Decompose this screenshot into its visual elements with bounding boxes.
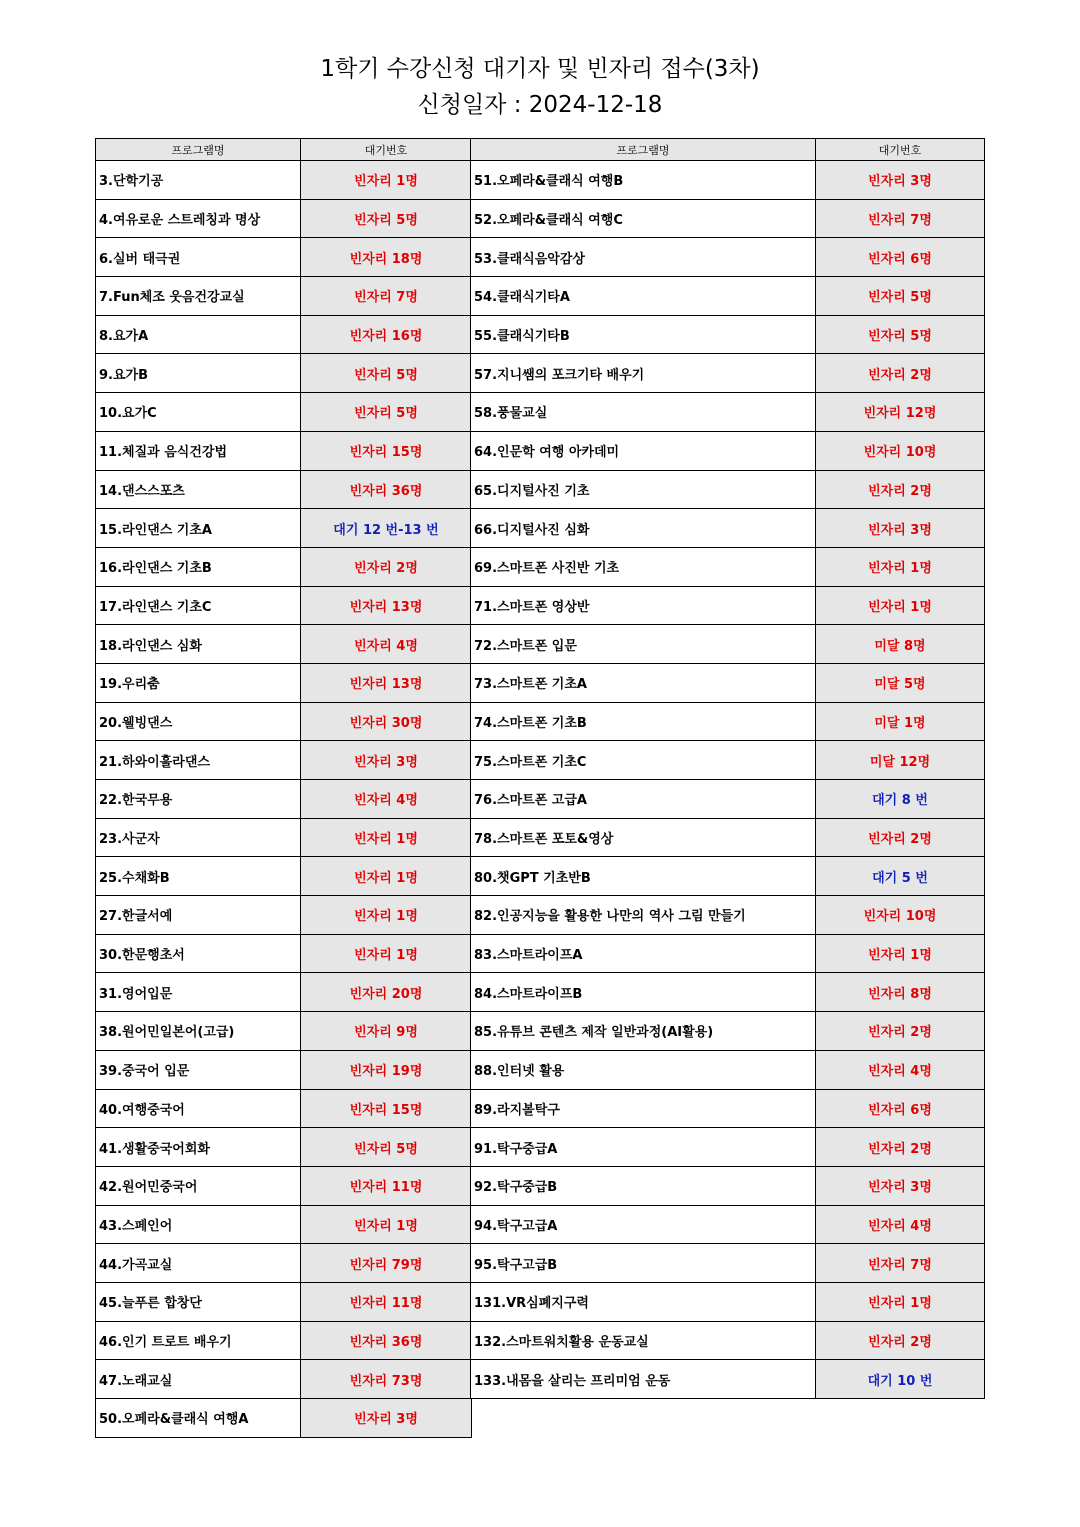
program-name: 132.스마트워치활용 운동교실: [471, 1321, 816, 1360]
vacancy-count: 빈자리 3명: [816, 1166, 985, 1205]
table-row: [471, 857, 985, 896]
vacancy-count: 빈자리 4명: [301, 625, 472, 664]
vacancy-count: 빈자리 11명: [301, 1282, 472, 1321]
table-row: [471, 1360, 985, 1399]
vacancy-count: 빈자리 15명: [301, 1089, 472, 1128]
program-name: 131.VR심폐지구력: [471, 1282, 816, 1321]
vacancy-count: 빈자리 1명: [816, 547, 985, 586]
column-header-number: 대기번호: [301, 139, 472, 161]
table-row: [471, 393, 985, 432]
table-row: [471, 586, 985, 625]
program-name: 78.스마트폰 포토&영상: [471, 818, 816, 857]
table-row: [96, 973, 472, 1012]
program-table-right: [470, 138, 985, 1399]
table-row: [96, 354, 472, 393]
table-row: [471, 1282, 985, 1321]
vacancy-count: 빈자리 7명: [816, 199, 985, 238]
table-row: [471, 509, 985, 548]
program-name: 52.오페라&클래식 여행C: [471, 199, 816, 238]
vacancy-count: 빈자리 10명: [816, 431, 985, 470]
program-name: 44.가곡교실: [96, 1244, 301, 1283]
program-name: 7.Fun체조 웃음건강교실: [96, 277, 301, 316]
table-header-row: [96, 139, 472, 161]
vacancy-count: 빈자리 1명: [301, 857, 472, 896]
program-name: 22.한국무용: [96, 780, 301, 819]
program-name: 64.인문학 여행 아카데미: [471, 431, 816, 470]
vacancy-count: 빈자리 5명: [301, 1128, 472, 1167]
vacancy-count: 빈자리 2명: [816, 1321, 985, 1360]
vacancy-count: 빈자리 13명: [301, 586, 472, 625]
program-name: 14.댄스스포츠: [96, 470, 301, 509]
table-row: [471, 315, 985, 354]
table-row: [96, 702, 472, 741]
table-row: [471, 354, 985, 393]
vacancy-count: 빈자리 9명: [301, 1012, 472, 1051]
program-name: 38.원어민일본어(고급): [96, 1012, 301, 1051]
vacancy-count: 미달 1명: [816, 702, 985, 741]
vacancy-count: 빈자리 2명: [301, 547, 472, 586]
program-name: 83.스마트라이프A: [471, 934, 816, 973]
table-row: [96, 470, 472, 509]
vacancy-count: 빈자리 36명: [301, 470, 472, 509]
program-name: 57.지니쌤의 포크기타 배우기: [471, 354, 816, 393]
vacancy-count: 빈자리 4명: [816, 1205, 985, 1244]
table-row: [471, 1012, 985, 1051]
program-name: 47.노래교실: [96, 1360, 301, 1399]
table-row: [471, 663, 985, 702]
table-row: [471, 702, 985, 741]
table-row: [471, 547, 985, 586]
table-row: [96, 857, 472, 896]
program-name: 84.스마트라이프B: [471, 973, 816, 1012]
program-name: 23.사군자: [96, 818, 301, 857]
table-row: [96, 934, 472, 973]
vacancy-count: 빈자리 73명: [301, 1360, 472, 1399]
vacancy-count: 빈자리 5명: [816, 315, 985, 354]
program-name: 25.수채화B: [96, 857, 301, 896]
program-name: 58.풍물교실: [471, 393, 816, 432]
program-name: 21.하와이훌라댄스: [96, 741, 301, 780]
vacancy-count: 빈자리 3명: [301, 741, 472, 780]
program-name: 94.탁구고급A: [471, 1205, 816, 1244]
program-name: 16.라인댄스 기초B: [96, 547, 301, 586]
column-header-program: 프로그램명: [471, 139, 816, 161]
program-name: 75.스마트폰 기초C: [471, 741, 816, 780]
vacancy-count: 빈자리 5명: [301, 354, 472, 393]
table-row: [96, 1244, 472, 1283]
application-date: 신청일자 : 2024-12-18: [417, 92, 663, 118]
program-name: 54.클래식기타A: [471, 277, 816, 316]
table-row: [96, 625, 472, 664]
table-row: [96, 1205, 472, 1244]
vacancy-count: 빈자리 2명: [816, 470, 985, 509]
program-name: 46.인기 트로트 배우기: [96, 1321, 301, 1360]
table-row: [471, 1321, 985, 1360]
program-name: 27.한글서예: [96, 896, 301, 935]
table-row: [471, 973, 985, 1012]
vacancy-count: 빈자리 20명: [301, 973, 472, 1012]
table-row: [96, 1089, 472, 1128]
program-name: 41.생활중국어회화: [96, 1128, 301, 1167]
page-title: 1학기 수강신청 대기자 및 빈자리 접수(3차): [320, 56, 760, 82]
table-row: [471, 1244, 985, 1283]
program-name: 8.요가A: [96, 315, 301, 354]
vacancy-count: 빈자리 2명: [816, 354, 985, 393]
table-row: [471, 1205, 985, 1244]
vacancy-count: 미달 8명: [816, 625, 985, 664]
table-row: [96, 1050, 472, 1089]
vacancy-count: 빈자리 3명: [301, 1399, 472, 1438]
table-row: [96, 1282, 472, 1321]
table-row: [471, 896, 985, 935]
program-name: 91.탁구중급A: [471, 1128, 816, 1167]
program-name: 69.스마트폰 사진반 기초: [471, 547, 816, 586]
vacancy-count: 빈자리 2명: [816, 818, 985, 857]
vacancy-count: 빈자리 16명: [301, 315, 472, 354]
table-header-row: [471, 139, 985, 161]
table-row: [471, 431, 985, 470]
program-name: 10.요가C: [96, 393, 301, 432]
table-row: [96, 277, 472, 316]
table-row: [96, 431, 472, 470]
table-row: [96, 1012, 472, 1051]
vacancy-count: 빈자리 13명: [301, 663, 472, 702]
table-row: [96, 1128, 472, 1167]
vacancy-count: 빈자리 79명: [301, 1244, 472, 1283]
vacancy-count: 빈자리 1명: [301, 818, 472, 857]
program-name: 92.탁구중급B: [471, 1166, 816, 1205]
table-row: [96, 818, 472, 857]
vacancy-count: 빈자리 1명: [816, 1282, 985, 1321]
vacancy-count: 빈자리 15명: [301, 431, 472, 470]
program-name: 133.내몸을 살리는 프리미엄 운동: [471, 1360, 816, 1399]
program-name: 72.스마트폰 입문: [471, 625, 816, 664]
program-name: 20.웰빙댄스: [96, 702, 301, 741]
program-name: 6.실버 태극권: [96, 238, 301, 277]
table-row: [96, 1399, 472, 1438]
vacancy-count: 빈자리 18명: [301, 238, 472, 277]
table-row: [471, 741, 985, 780]
program-name: 66.디지털사진 심화: [471, 509, 816, 548]
program-name: 31.영어입문: [96, 973, 301, 1012]
program-name: 55.클래식기타B: [471, 315, 816, 354]
table-row: [471, 470, 985, 509]
vacancy-count: 빈자리 11명: [301, 1166, 472, 1205]
vacancy-count: 빈자리 1명: [301, 934, 472, 973]
vacancy-count: 미달 12명: [816, 741, 985, 780]
vacancy-count: 빈자리 1명: [301, 896, 472, 935]
waiting-number: 대기 12 번-13 번: [301, 509, 472, 548]
program-name: 30.한문행초서: [96, 934, 301, 973]
vacancy-count: 빈자리 10명: [816, 896, 985, 935]
vacancy-count: 빈자리 4명: [816, 1050, 985, 1089]
program-name: 45.늘푸른 합창단: [96, 1282, 301, 1321]
vacancy-count: 빈자리 2명: [816, 1012, 985, 1051]
program-name: 53.클래식음악감상: [471, 238, 816, 277]
table-row: [471, 1166, 985, 1205]
program-name: 51.오페라&클래식 여행B: [471, 161, 816, 200]
table-row: [96, 393, 472, 432]
table-row: [96, 586, 472, 625]
table-row: [96, 780, 472, 819]
table-row: [471, 1050, 985, 1089]
vacancy-count: 빈자리 7명: [301, 277, 472, 316]
vacancy-count: 빈자리 5명: [816, 277, 985, 316]
program-name: 9.요가B: [96, 354, 301, 393]
program-name: 95.탁구고급B: [471, 1244, 816, 1283]
vacancy-count: 빈자리 1명: [301, 161, 472, 200]
table-row: [471, 199, 985, 238]
vacancy-count: 빈자리 36명: [301, 1321, 472, 1360]
vacancy-count: 빈자리 8명: [816, 973, 985, 1012]
table-row: [96, 509, 472, 548]
program-name: 50.오페라&클래식 여행A: [96, 1399, 301, 1438]
vacancy-count: 미달 5명: [816, 663, 985, 702]
table-row: [471, 1089, 985, 1128]
program-name: 17.라인댄스 기초C: [96, 586, 301, 625]
program-name: 85.유튜브 콘텐츠 제작 일반과정(AI활용): [471, 1012, 816, 1051]
table-row: [96, 1166, 472, 1205]
table-row: [96, 315, 472, 354]
vacancy-count: 빈자리 6명: [816, 1089, 985, 1128]
table-row: [471, 161, 985, 200]
table-row: [471, 780, 985, 819]
program-name: 42.원어민중국어: [96, 1166, 301, 1205]
table-row: [471, 818, 985, 857]
table-row: [471, 625, 985, 664]
program-name: 11.체질과 음식건강법: [96, 431, 301, 470]
program-name: 73.스마트폰 기초A: [471, 663, 816, 702]
program-name: 3.단학기공: [96, 161, 301, 200]
waiting-number: 대기 10 번: [816, 1360, 985, 1399]
vacancy-count: 빈자리 19명: [301, 1050, 472, 1089]
vacancy-count: 빈자리 7명: [816, 1244, 985, 1283]
table-row: [471, 238, 985, 277]
table-row: [96, 896, 472, 935]
program-name: 88.인터넷 활용: [471, 1050, 816, 1089]
table-row: [96, 199, 472, 238]
program-name: 71.스마트폰 영상반: [471, 586, 816, 625]
table-row: [471, 934, 985, 973]
table-row: [471, 277, 985, 316]
program-name: 65.디지털사진 기초: [471, 470, 816, 509]
table-row: [96, 238, 472, 277]
vacancy-count: 빈자리 4명: [301, 780, 472, 819]
program-name: 4.여유로운 스트레칭과 명상: [96, 199, 301, 238]
table-row: [96, 1360, 472, 1399]
program-name: 40.여행중국어: [96, 1089, 301, 1128]
program-name: 18.라인댄스 심화: [96, 625, 301, 664]
program-name: 74.스마트폰 기초B: [471, 702, 816, 741]
vacancy-count: 빈자리 3명: [816, 161, 985, 200]
program-name: 89.라지볼탁구: [471, 1089, 816, 1128]
column-header-number: 대기번호: [816, 139, 985, 161]
table-row: [96, 161, 472, 200]
table-row: [96, 663, 472, 702]
program-name: 43.스페인어: [96, 1205, 301, 1244]
waiting-number: 대기 8 번: [816, 780, 985, 819]
vacancy-count: 빈자리 2명: [816, 1128, 985, 1167]
vacancy-count: 빈자리 12명: [816, 393, 985, 432]
column-header-program: 프로그램명: [96, 139, 301, 161]
waiting-number: 대기 5 번: [816, 857, 985, 896]
vacancy-count: 빈자리 1명: [301, 1205, 472, 1244]
vacancy-count: 빈자리 1명: [816, 586, 985, 625]
program-name: 39.중국어 입문: [96, 1050, 301, 1089]
vacancy-count: 빈자리 6명: [816, 238, 985, 277]
vacancy-count: 빈자리 5명: [301, 199, 472, 238]
table-row: [96, 741, 472, 780]
vacancy-count: 빈자리 1명: [816, 934, 985, 973]
table-row: [96, 1321, 472, 1360]
vacancy-count: 빈자리 3명: [816, 509, 985, 548]
vacancy-count: 빈자리 30명: [301, 702, 472, 741]
program-name: 76.스마트폰 고급A: [471, 780, 816, 819]
program-name: 19.우리춤: [96, 663, 301, 702]
program-name: 80.챗GPT 기초반B: [471, 857, 816, 896]
program-name: 82.인공지능을 활용한 나만의 역사 그림 만들기: [471, 896, 816, 935]
table-row: [471, 1128, 985, 1167]
table-row: [96, 547, 472, 586]
vacancy-count: 빈자리 5명: [301, 393, 472, 432]
program-name: 15.라인댄스 기초A: [96, 509, 301, 548]
program-table-left: [95, 138, 472, 1438]
